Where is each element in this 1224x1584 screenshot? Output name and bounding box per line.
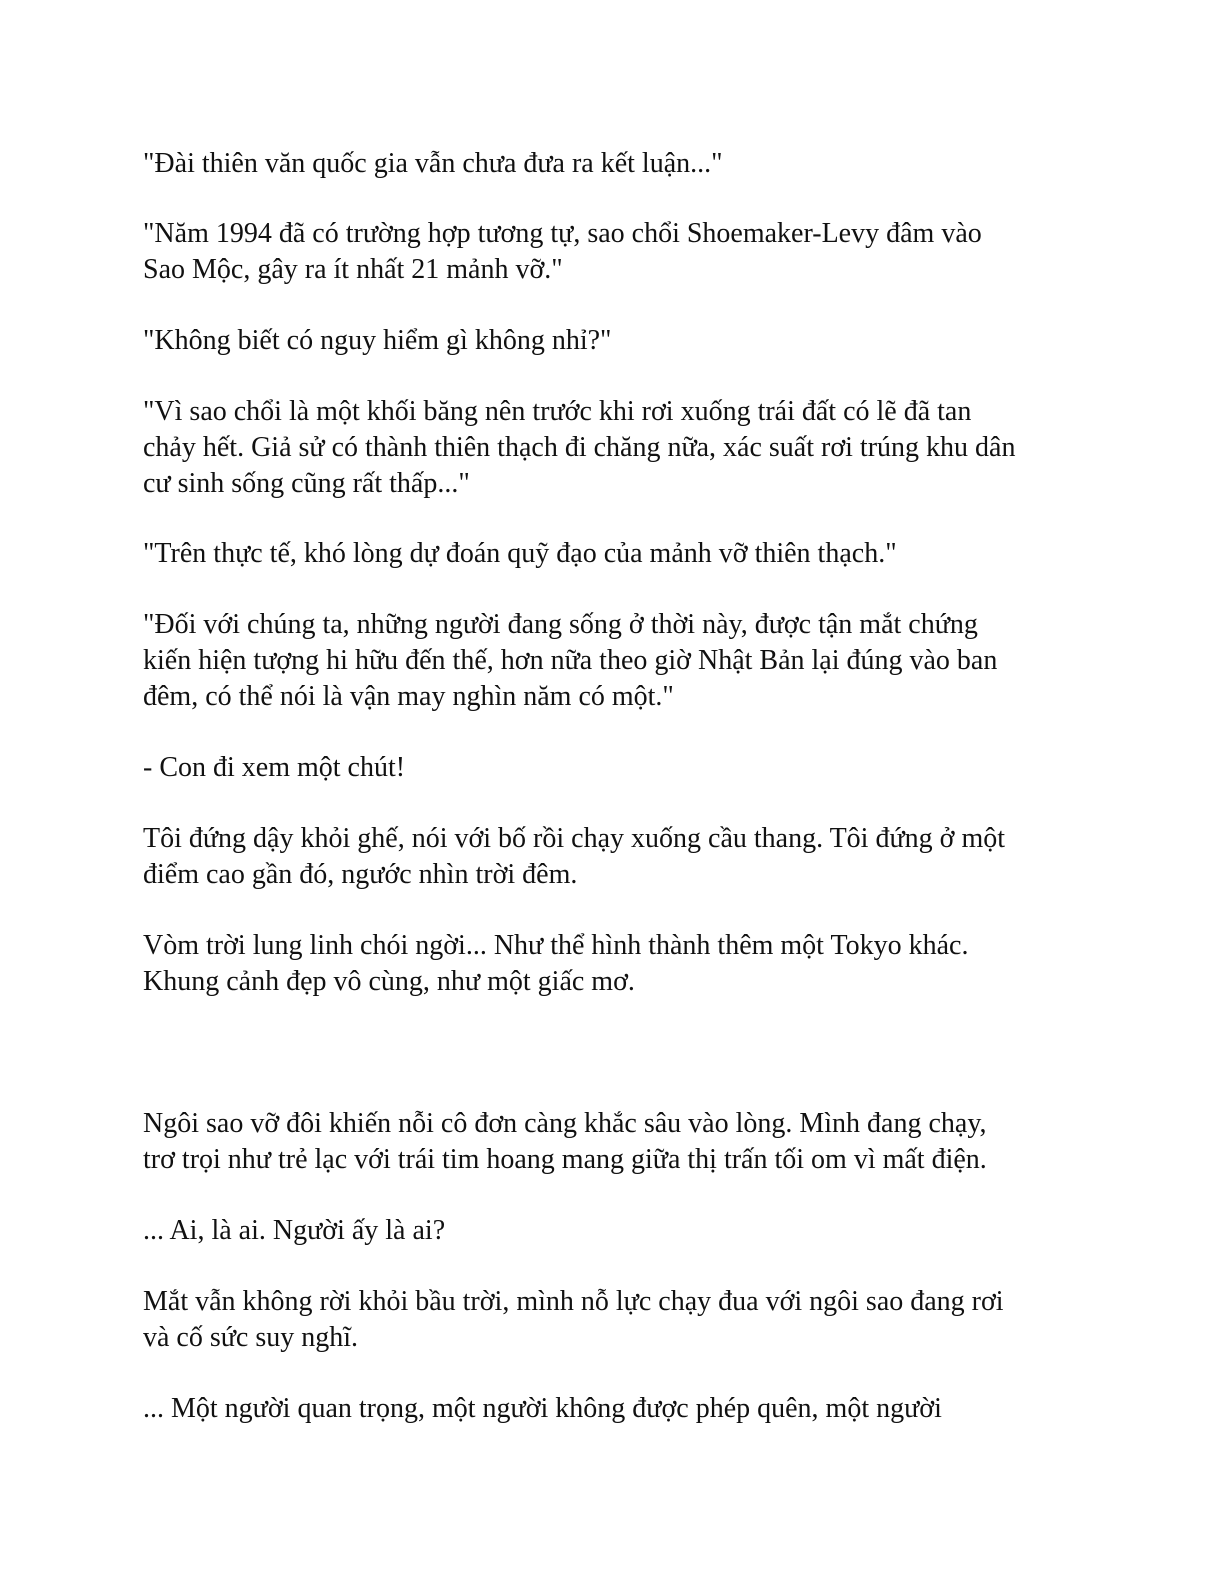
paragraph-2	[143, 216, 1083, 288]
paragraph-7	[143, 750, 1083, 786]
text-line: đêm, có thể nói là vận may nghìn năm có một."	[143, 681, 674, 712]
text-line: Ngôi sao vỡ đôi khiến nỗi cô đơn càng khắc sâu vào lòng. Mình đang chạy,	[143, 1108, 987, 1139]
text-line: trơ trọi như trẻ lạc với trái tim hoang mang giữa thị trấn tối om vì mất điện.	[143, 1144, 987, 1175]
text-line: "Vì sao chổi là một khối băng nên trước khi rơi xuống trái đất có lẽ đã tan	[143, 396, 972, 427]
paragraph-12	[143, 1284, 1083, 1356]
text-line: kiến hiện tượng hi hữu đến thế, hơn nữa theo giờ Nhật Bản lại đúng vào ban	[143, 645, 998, 676]
paragraph-9	[143, 928, 1083, 1000]
text-line: Khung cảnh đẹp vô cùng, như một giấc mơ.	[143, 966, 635, 997]
paragraph-1	[143, 146, 1083, 182]
paragraph-11	[143, 1213, 1083, 1249]
text-line: và cố sức suy nghĩ.	[143, 1322, 359, 1353]
text-line: chảy hết. Giả sử có thành thiên thạch đi chăng nữa, xác suất rơi trúng khu dân	[143, 432, 1016, 463]
text-line: Mắt vẫn không rời khỏi bầu trời, mình nỗ lực chạy đua với ngôi sao đang rơi	[143, 1286, 1004, 1317]
paragraph-6	[143, 607, 1083, 715]
text-line: Tôi đứng dậy khỏi ghế, nói với bố rồi chạy xuống cầu thang. Tôi đứng ở một	[143, 823, 1005, 854]
paragraph-5	[143, 536, 1083, 572]
paragraph-10	[143, 1106, 1083, 1178]
text-line: "Đối với chúng ta, những người đang sống ở thời này, được tận mắt chứng	[143, 609, 978, 640]
text-line: điểm cao gần đó, ngước nhìn trời đêm.	[143, 859, 578, 890]
paragraph-3	[143, 323, 1083, 359]
text-line: ... Ai, là ai. Người ấy là ai?	[143, 1215, 446, 1246]
text-line: "Năm 1994 đã có trường hợp tương tự, sao chổi Shoemaker-Levy đâm vào	[143, 218, 982, 249]
paragraph-8	[143, 821, 1083, 893]
text-line: ... Một người quan trọng, một người không được phép quên, một người	[143, 1393, 942, 1424]
text-line: Sao Mộc, gây ra ít nhất 21 mảnh vỡ."	[143, 254, 563, 285]
text-line: Vòm trời lung linh chói ngời... Như thể hình thành thêm một Tokyo khác.	[143, 930, 969, 961]
paragraph-4	[143, 394, 1083, 502]
text-line: - Con đi xem một chút!	[143, 752, 406, 783]
text-line: "Trên thực tế, khó lòng dự đoán quỹ đạo của mảnh vỡ thiên thạch."	[143, 538, 897, 569]
text-line: "Không biết có nguy hiểm gì không nhỉ?"	[143, 325, 612, 356]
text-line: cư sinh sống cũng rất thấp..."	[143, 468, 470, 499]
paragraph-13	[143, 1391, 1083, 1427]
text-line: "Đài thiên văn quốc gia vẫn chưa đưa ra kết luận..."	[143, 148, 723, 179]
